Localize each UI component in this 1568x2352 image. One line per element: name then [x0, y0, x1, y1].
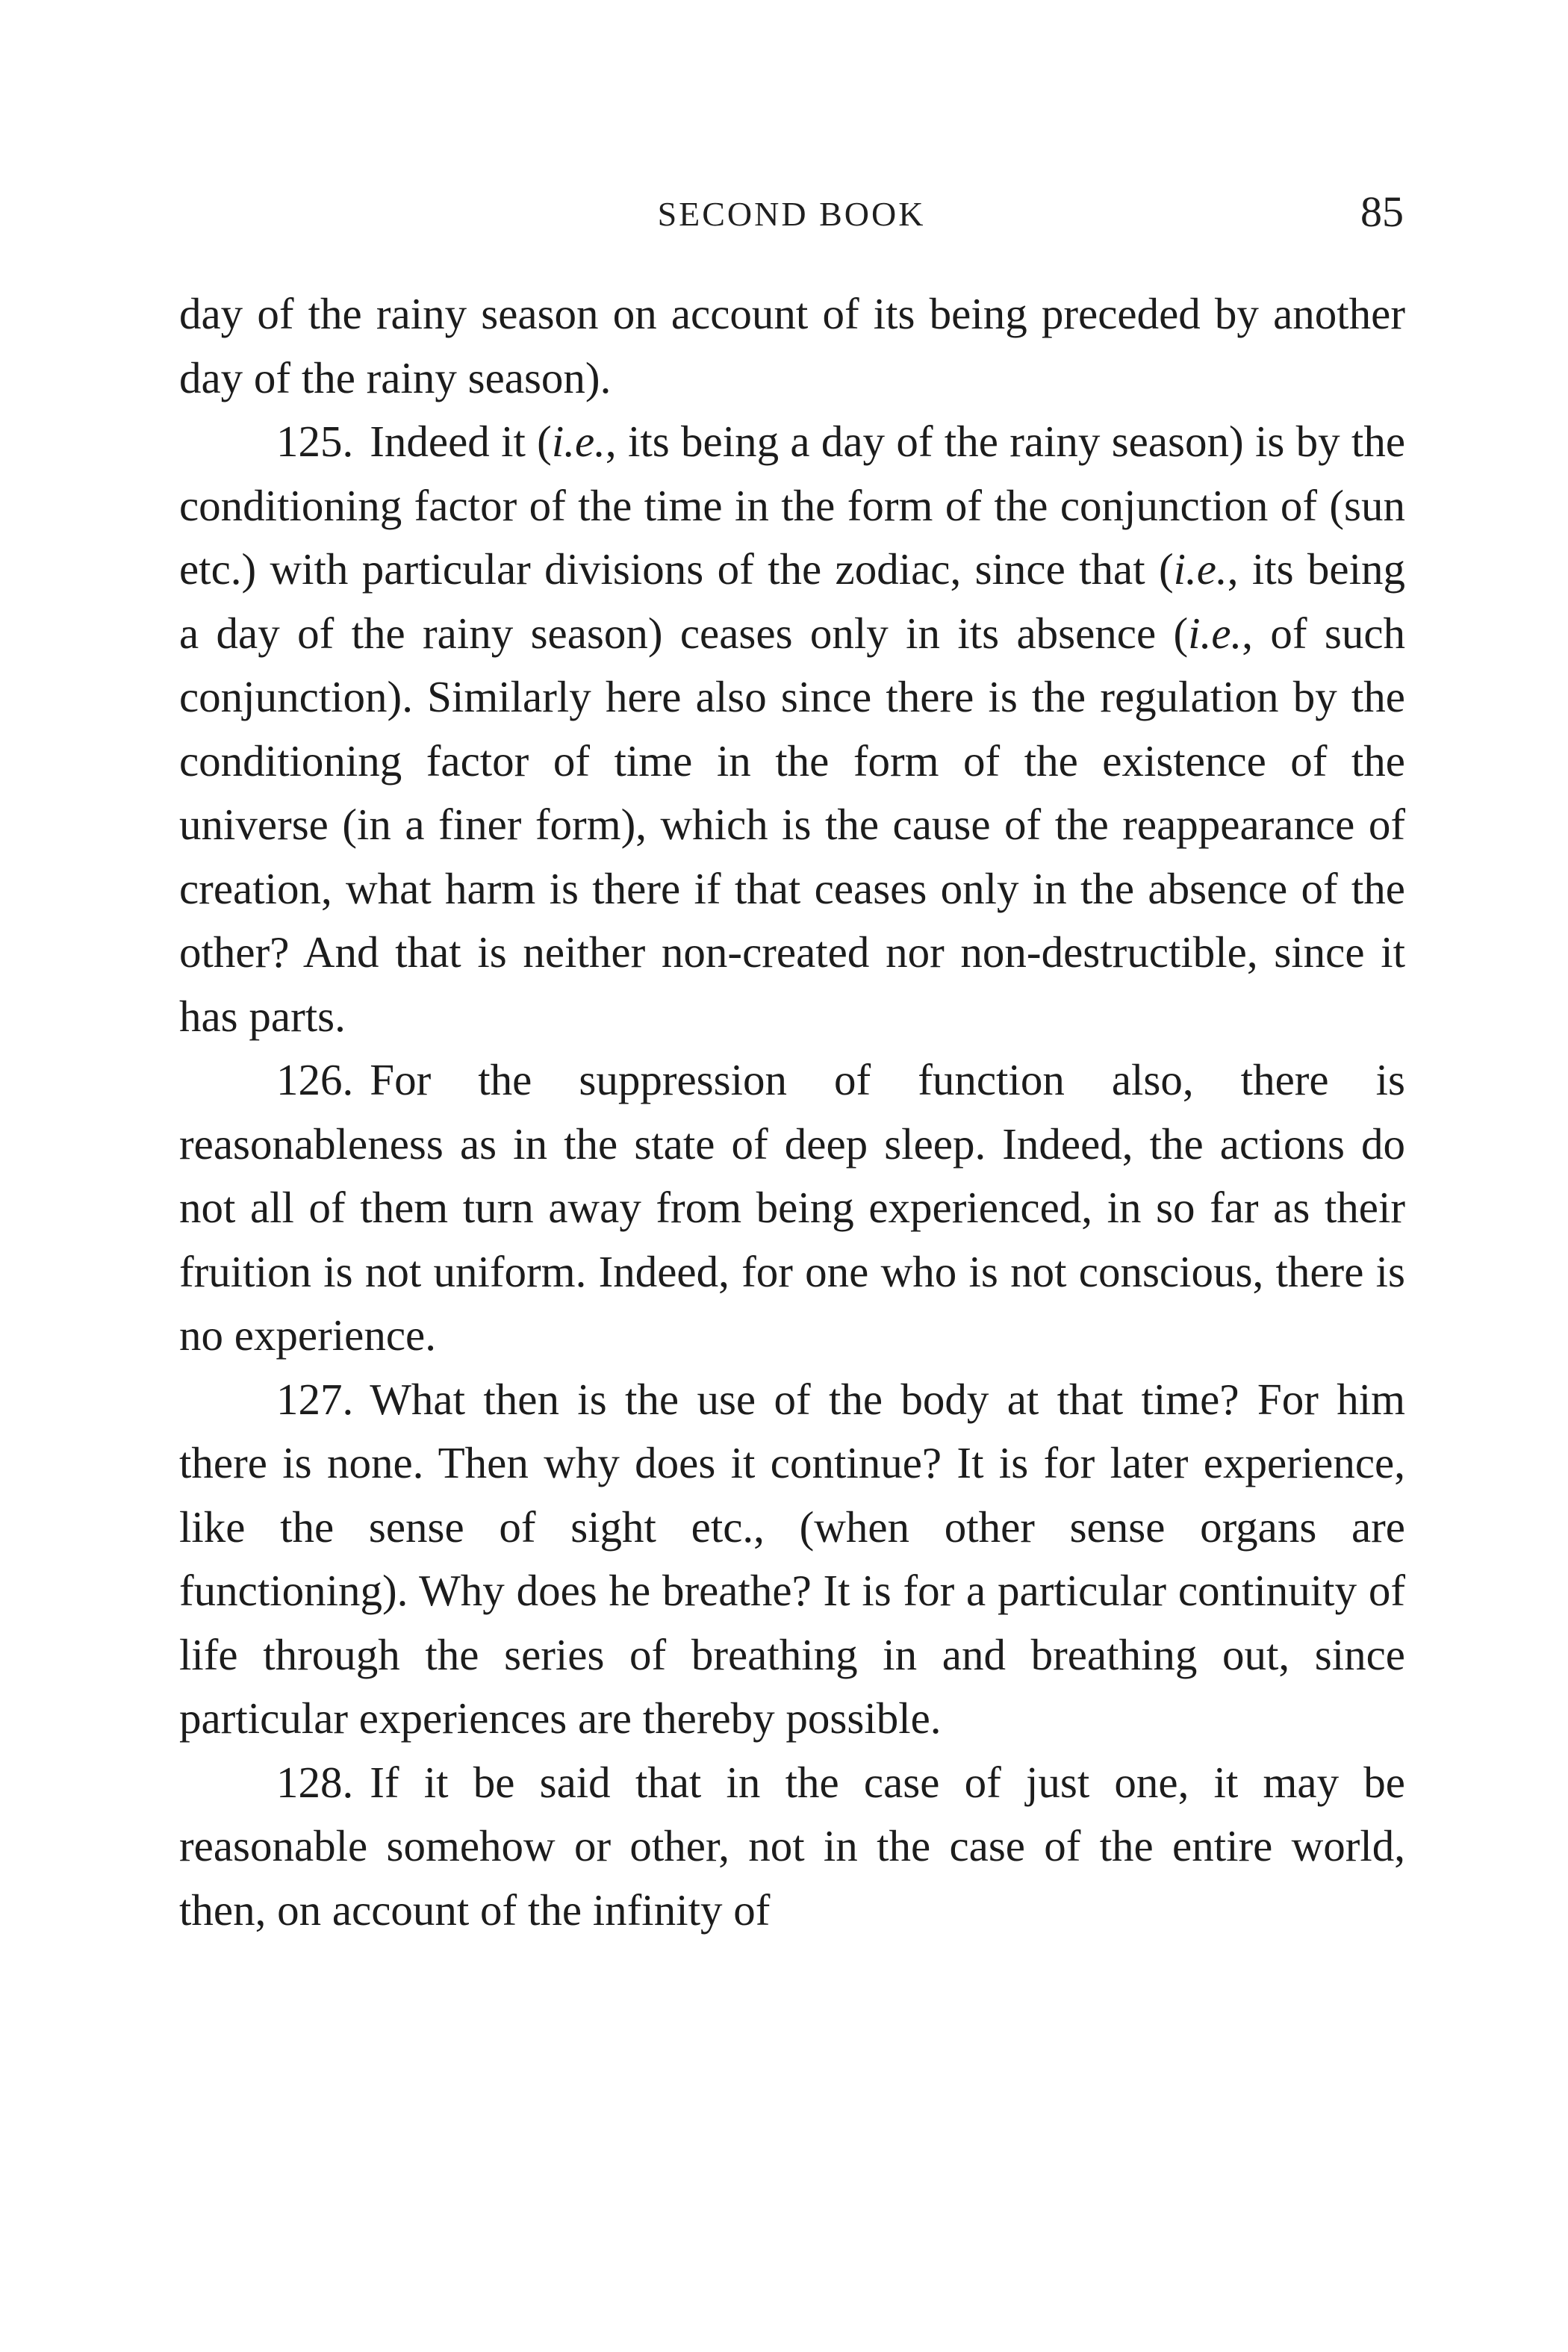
- page-number: 85: [1360, 187, 1404, 236]
- paragraph-127: [179, 1368, 1405, 1751]
- paragraph-number: 128.: [276, 1757, 354, 1807]
- running-head: [179, 187, 1404, 239]
- paragraph-number: 127.: [276, 1374, 354, 1424]
- paragraph-number: 125.: [276, 417, 354, 466]
- text-segment: , its being a day of the rainy season) ceases only in its absence (: [179, 544, 1405, 658]
- paragraph-128: [179, 1751, 1405, 1943]
- italic-abbreviation: i.e.: [1173, 544, 1228, 594]
- text-segment: What then is the use of the body at that time? For him there is none. Then why does it continue? It is for later experience, like the sense of sight etc., (when other sense organs are functioning). Why does he breathe? It is for a particular continuity of life through the series of breathing in and breathing out, since particular experiences are thereby possible.: [179, 1374, 1405, 1743]
- text-segment: For the suppression of function also, there is reasonableness as in the state of deep sleep. Indeed, the actions do not all of them turn away from being experienced, in so far as their fruition is not uniform. Indeed, for one who is not conscious, there is no experience.: [179, 1055, 1405, 1360]
- paragraph-number: 126.: [276, 1055, 354, 1104]
- text-segment: If it be said that in the case of just one, it may be reasonable somehow or other, not in the case of the entire world, then, on account of the infinity of: [179, 1757, 1405, 1935]
- text-segment: , of such conjunction). Similarly here also since there is the regulation by the conditioning factor of time in the form of the existence of the universe (in a finer form), which is the cause of the reappearance of creation, what harm is there if that ceases only in the absence of the other? And that is neither non-created nor non-destructible, since it has parts.: [179, 608, 1406, 1041]
- paragraph-125: [179, 410, 1405, 1048]
- running-head-title: SECOND BOOK: [657, 195, 926, 233]
- text-segment: Indeed it (: [370, 417, 552, 466]
- italic-abbreviation: i.e.: [551, 417, 606, 466]
- paragraph-126: [179, 1048, 1405, 1368]
- body-text: [179, 282, 1405, 1942]
- italic-abbreviation: i.e.: [1188, 608, 1242, 658]
- paragraph-continuation: [179, 282, 1405, 410]
- text-segment: day of the rainy season on account of its being preceded by another day of the rainy season).: [179, 289, 1405, 402]
- text-segment: , its being a day of the rainy season) is by the conditioning factor of the time in the form of the conjunction of (sun etc.) with particular divisions of the zodiac, since that (: [179, 417, 1405, 594]
